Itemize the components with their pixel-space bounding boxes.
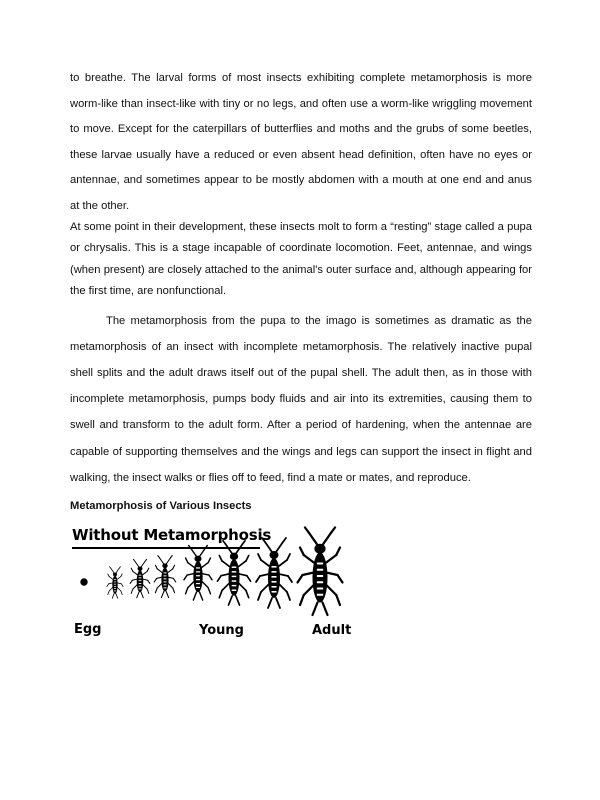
insect-icon bbox=[184, 545, 212, 600]
label-young: Young bbox=[199, 622, 244, 638]
paragraph-pupa-stage: At some point in their development, these insects molt to form a “resting” stage called a pupa or chrysalis. This is a stage incapable of coordinate locomotion. Feet, antennae, and wings (when present) are closely attached to the animal's outer surface and, although appearing for the first time, are nonfunctional. bbox=[70, 220, 532, 298]
insect-icon bbox=[298, 527, 343, 615]
paragraph-pupa-to-imago: The metamorphosis from the pupa to the imago is sometimes as dramatic as the metamorphosis of an insect with incomplete metamorphosis. The relatively inactive pupal shell splits and the adult draws itself out of the pupal shell. The adult then, as in those with incomplete metamorphosis, pumps body fluids and air into its extremities, causing them to swell and transform to the adult form. After a period of hardening, when the antennae are capable of supporting themselves and the wings and legs can support the insect in flight and walking, the insect walks or flies off to feed, find a mate or mates, and reproduce. bbox=[70, 314, 532, 484]
section-heading: Metamorphosis of Various Insects bbox=[70, 499, 252, 512]
label-adult: Adult bbox=[312, 622, 352, 638]
insect-icon bbox=[217, 541, 250, 605]
label-egg: Egg bbox=[74, 621, 102, 637]
paragraph-larval-forms: to breathe. The larval forms of most insects exhibiting complete metamorphosis is more worm-like than insect-like with tiny or no legs, and often use a worm-like wriggling movement to move. Except for the caterpillars of butterflies and moths and the grubs of some beetles, these larvae usually have a reduced or even absent head definition, often have no eyes or antennae, and sometimes appear to be mostly abdomen with a mouth at one end and anus at the other. bbox=[70, 72, 532, 212]
egg-icon bbox=[81, 579, 87, 585]
insect-icon bbox=[130, 559, 150, 598]
figure-title-underline bbox=[72, 547, 260, 549]
insect-icon bbox=[154, 556, 176, 598]
metamorphosis-figure bbox=[72, 526, 352, 646]
figure-title: Without Metamorphosis bbox=[72, 525, 272, 544]
insect-icon bbox=[256, 538, 292, 608]
document-page bbox=[70, 66, 532, 646]
insect-icon bbox=[107, 567, 123, 599]
